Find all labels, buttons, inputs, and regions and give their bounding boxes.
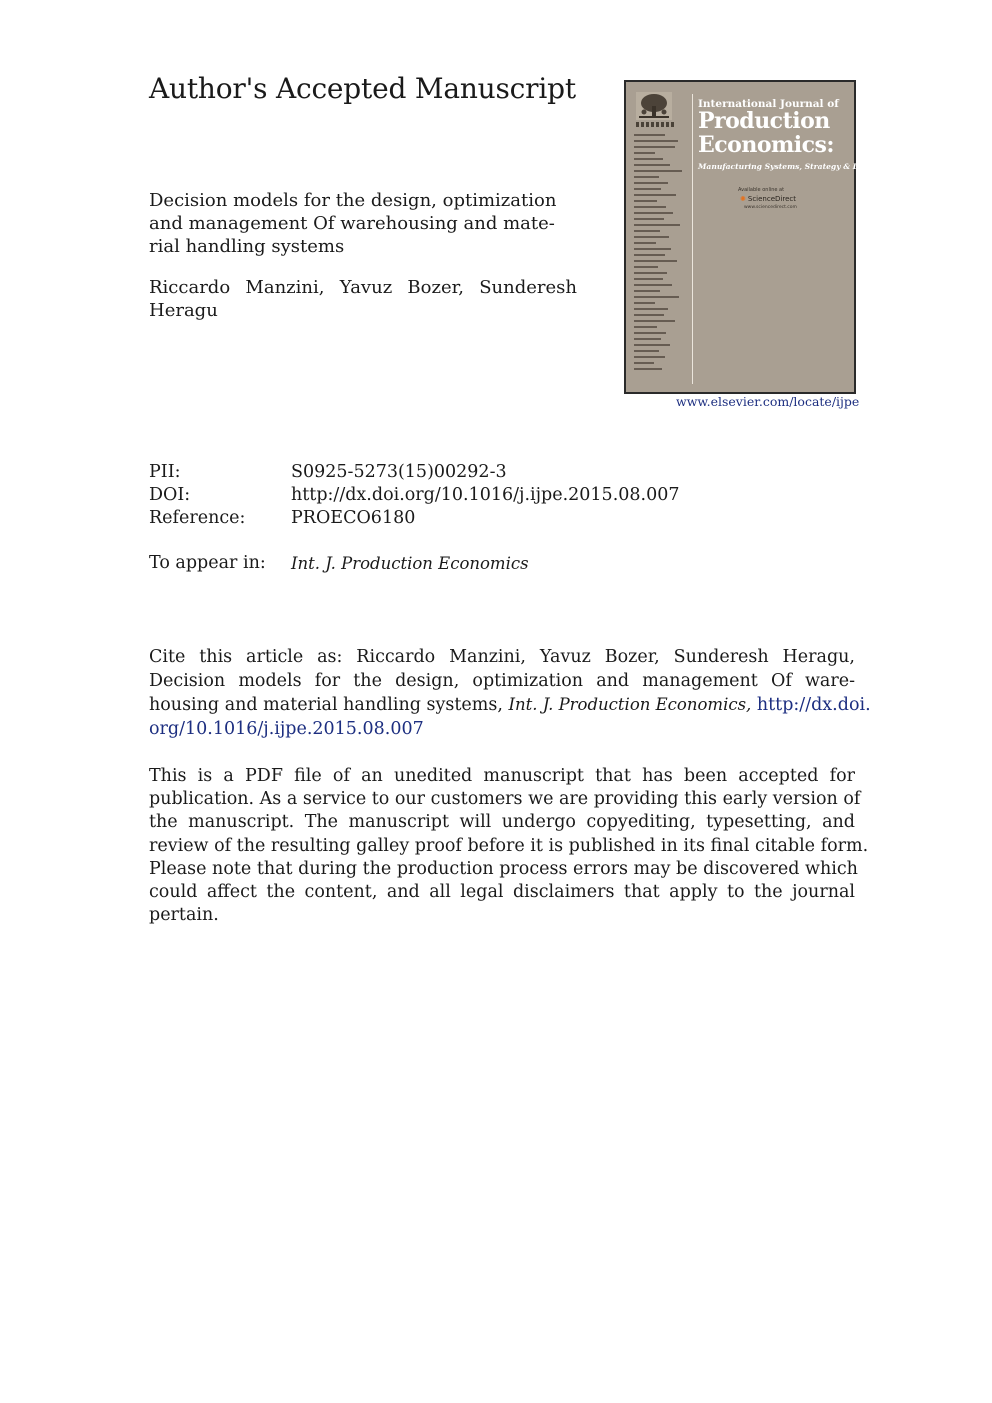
article-title-line: rial handling systems bbox=[149, 236, 345, 257]
author-name-part: Riccardo bbox=[149, 277, 231, 298]
sciencedirect-icon: ✺ bbox=[740, 195, 746, 203]
metadata-label: DOI: bbox=[149, 485, 191, 505]
notice-line: This is a PDF file of an unedited manuscript that has been accepted for bbox=[149, 766, 855, 786]
citation-text: housing and material handling systems, bbox=[149, 695, 509, 715]
metadata-value: http://dx.doi.org/10.1016/j.ijpe.2015.08.007 bbox=[291, 485, 680, 505]
citation-paragraph bbox=[149, 646, 871, 741]
citation-journal: Int. J. Production Economics, bbox=[508, 695, 752, 714]
metadata-value: S0925-5273(15)00292-3 bbox=[291, 462, 507, 482]
manuscript-notice bbox=[149, 765, 869, 927]
cover-available-online: Available online at bbox=[738, 187, 785, 193]
journal-url-link[interactable]: www.elsevier.com/locate/ijpe bbox=[676, 394, 860, 409]
sciencedirect-label: ScienceDirect bbox=[747, 195, 796, 203]
cover-divider bbox=[692, 94, 693, 384]
citation-doi-link[interactable]: http://dx.doi. bbox=[756, 695, 871, 715]
citation-line bbox=[149, 718, 855, 742]
article-metadata bbox=[149, 461, 680, 530]
metadata-row bbox=[149, 461, 680, 484]
author-name-part: Heragu bbox=[149, 300, 218, 321]
citation-line: Decision models for the design, optimization and management Of ware- bbox=[149, 670, 855, 691]
metadata-label: Reference: bbox=[149, 508, 246, 528]
notice-line: review of the resulting galley proof before it is published in its final citable form. bbox=[149, 835, 869, 856]
appear-in-journal: Int. J. Production Economics bbox=[291, 554, 529, 573]
elsevier-tree-logo-icon bbox=[636, 92, 672, 120]
article-title-line: Decision models for the design, optimization bbox=[149, 190, 557, 211]
sciencedirect-logo bbox=[740, 195, 796, 203]
cover-journal-subtitle: Manufacturing Systems, Strategy & Design bbox=[698, 162, 883, 171]
author-name-part: Manzini, bbox=[245, 277, 325, 298]
editorial-board-list bbox=[634, 134, 686, 374]
metadata-row bbox=[149, 484, 680, 507]
author-name-part: Sunderesh bbox=[479, 277, 577, 298]
publisher-wordmark bbox=[636, 122, 676, 127]
cover-journal-of: International Journal of bbox=[698, 98, 839, 110]
author-name-part: Yavuz bbox=[339, 277, 393, 298]
manuscript-label: Author's Accepted Manuscript bbox=[149, 72, 576, 105]
author-name-part: Bozer, bbox=[407, 277, 464, 298]
notice-line: publication. As a service to our customers we are providing this early version of bbox=[149, 789, 861, 810]
metadata-label: PII: bbox=[149, 462, 181, 482]
appear-in-row bbox=[149, 552, 529, 575]
notice-line: pertain. bbox=[149, 905, 219, 926]
article-title-line: and management Of warehousing and mate- bbox=[149, 213, 555, 234]
citation-doi-link-continued[interactable]: org/10.1016/j.ijpe.2015.08.007 bbox=[149, 718, 424, 739]
citation-line bbox=[149, 693, 871, 718]
author-list bbox=[149, 276, 577, 322]
cover-journal-name-line: Economics: bbox=[698, 132, 835, 158]
metadata-value: PROECO6180 bbox=[291, 508, 416, 528]
metadata-row bbox=[149, 507, 680, 530]
cover-journal-name bbox=[698, 109, 834, 157]
article-title bbox=[149, 189, 569, 258]
notice-line: could affect the content, and all legal disclaimers that apply to the journal bbox=[149, 882, 855, 903]
journal-cover-image bbox=[624, 80, 883, 394]
cover-journal-name-line: Production bbox=[698, 108, 830, 134]
cover-sciencedirect-url: www.sciencedirect.com bbox=[744, 205, 797, 210]
notice-line: the manuscript. The manuscript will undergo copyediting, typesetting, and bbox=[149, 812, 855, 833]
citation-line: Cite this article as: Riccardo Manzini, Yavuz Bozer, Sunderesh Heragu, bbox=[149, 647, 855, 667]
appear-in-label: To appear in: bbox=[149, 553, 266, 573]
notice-line: Please note that during the production process errors may be discovered which bbox=[149, 858, 858, 879]
